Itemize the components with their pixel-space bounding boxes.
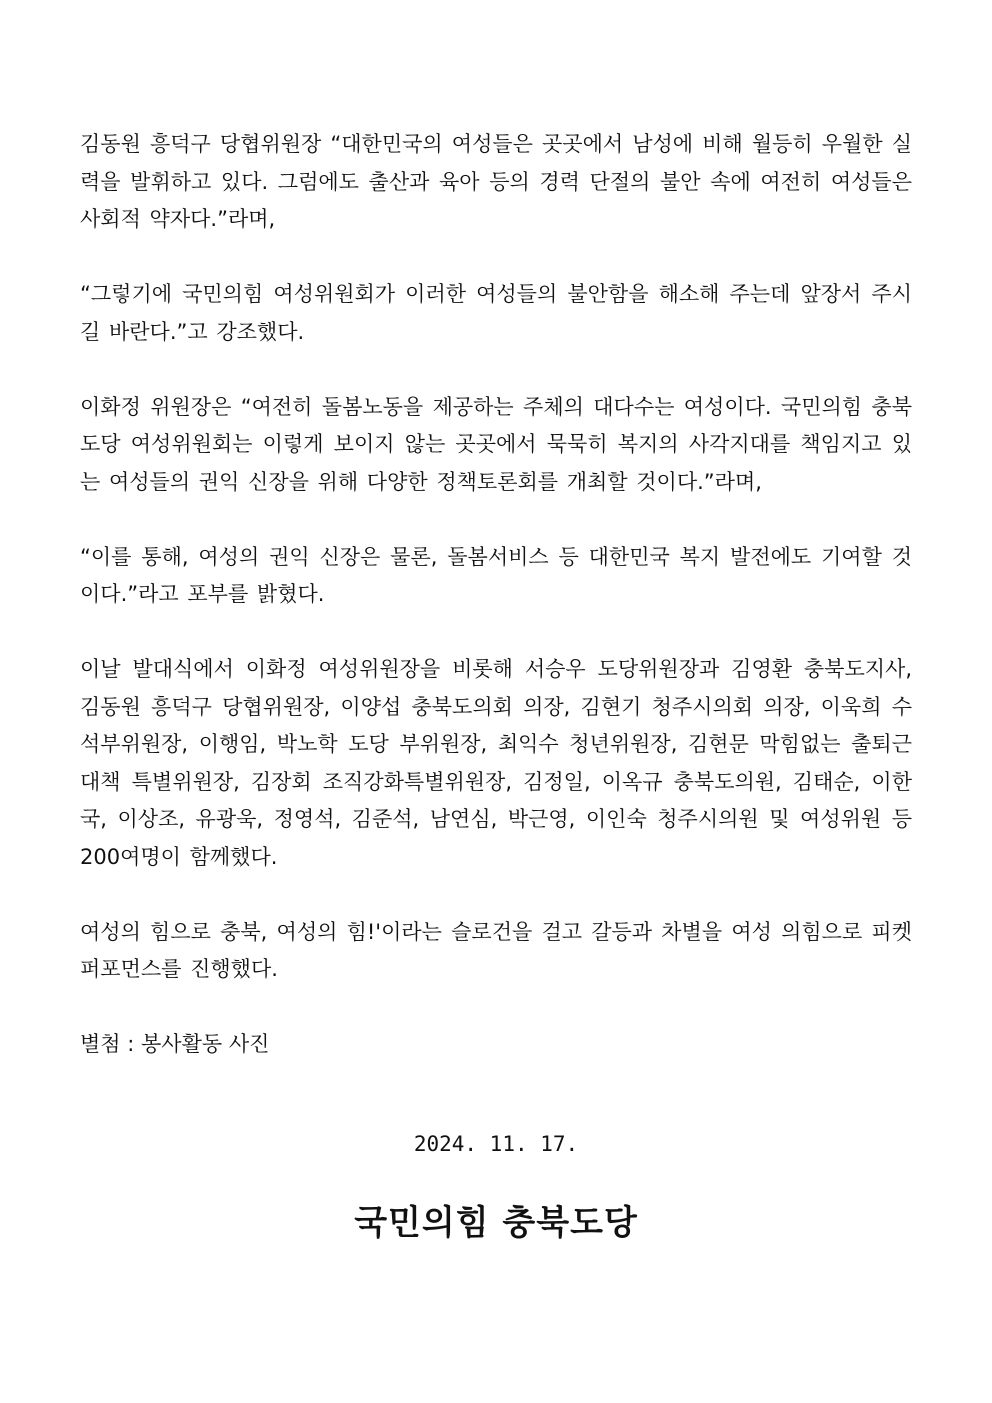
paragraph-attendees: 이날 발대식에서 이화정 여성위원장을 비롯해 서승우 도당위원장과 김영환 충북도지사, 김동원 흥덕구 당협위원장, 이양섭 충북도의회 의장, 김현기 청주시의회 의장, 이욱희 수석부위원장, 이행임, 박노학 도당 부위원장, 최익수 청년위원장, 김현문 막힘없는 출퇴근대책 특별위원장, 김장회 조직강화특별위원장, 김정일, 이옥규 충북도의원, 김태순, 이한국, 이상조, 유광욱, 정영석, 김준석, 남연심, 박근영, 이인숙 청주시의원 및 여성위원 등 200여명이 함께했다. <box>80 657 912 869</box>
paragraph-gap <box>80 501 912 539</box>
paragraph-gap <box>80 239 912 277</box>
attachment-note: 별첨 : 봉사활동 사진 <box>80 1032 270 1056</box>
paragraph-quote-lee: 이화정 위원장은 “여전히 돌봄노동을 제공하는 주체의 대다수는 여성이다. 국민의힘 충북도당 여성위원회는 이렇게 보이지 않는 곳곳에서 묵묵히 복지의 사각지대를 책임지고 있는 여성들의 권익 신장을 위해 다양한 정책토론회를 개최할 것이다.”라며, <box>80 394 912 494</box>
organization-signature: 국민의힘 충북도당 <box>354 1203 638 1243</box>
paragraph-gap <box>80 989 912 1027</box>
paragraph-gap <box>80 614 912 652</box>
paragraph-gap <box>80 351 912 389</box>
paragraph-quote-kim-continued: “그렇기에 국민의힘 여성위원회가 이러한 여성들의 불안함을 해소해 주는데 앞장서 주시길 바란다.”고 강조했다. <box>80 282 912 344</box>
paragraph-quote-lee-continued: “이를 통해, 여성의 권익 신장은 물론, 돌봄서비스 등 대한민국 복지 발전에도 기여할 것이다.”라고 포부를 밝혔다. <box>80 544 912 606</box>
document-body <box>80 126 912 1064</box>
paragraph-quote-kim: 김동원 흥덕구 당협위원장 “대한민국의 여성들은 곳곳에서 남성에 비해 월등히 우월한 실력을 발휘하고 있다. 그럼에도 출산과 육아 등의 경력 단절의 불안 속에 여전히 여성들은 사회적 약자다.”라며, <box>80 132 912 231</box>
paragraph-gap <box>80 876 912 914</box>
paragraph-slogan: 여성의 힘으로 충북, 여성의 힘!'이라는 슬로건을 걸고 갈등과 차별을 여성 의힘으로 피켓 퍼포먼스를 진행했다. <box>80 919 912 981</box>
document-date: 2024. 11. 17. <box>413 1132 579 1156</box>
